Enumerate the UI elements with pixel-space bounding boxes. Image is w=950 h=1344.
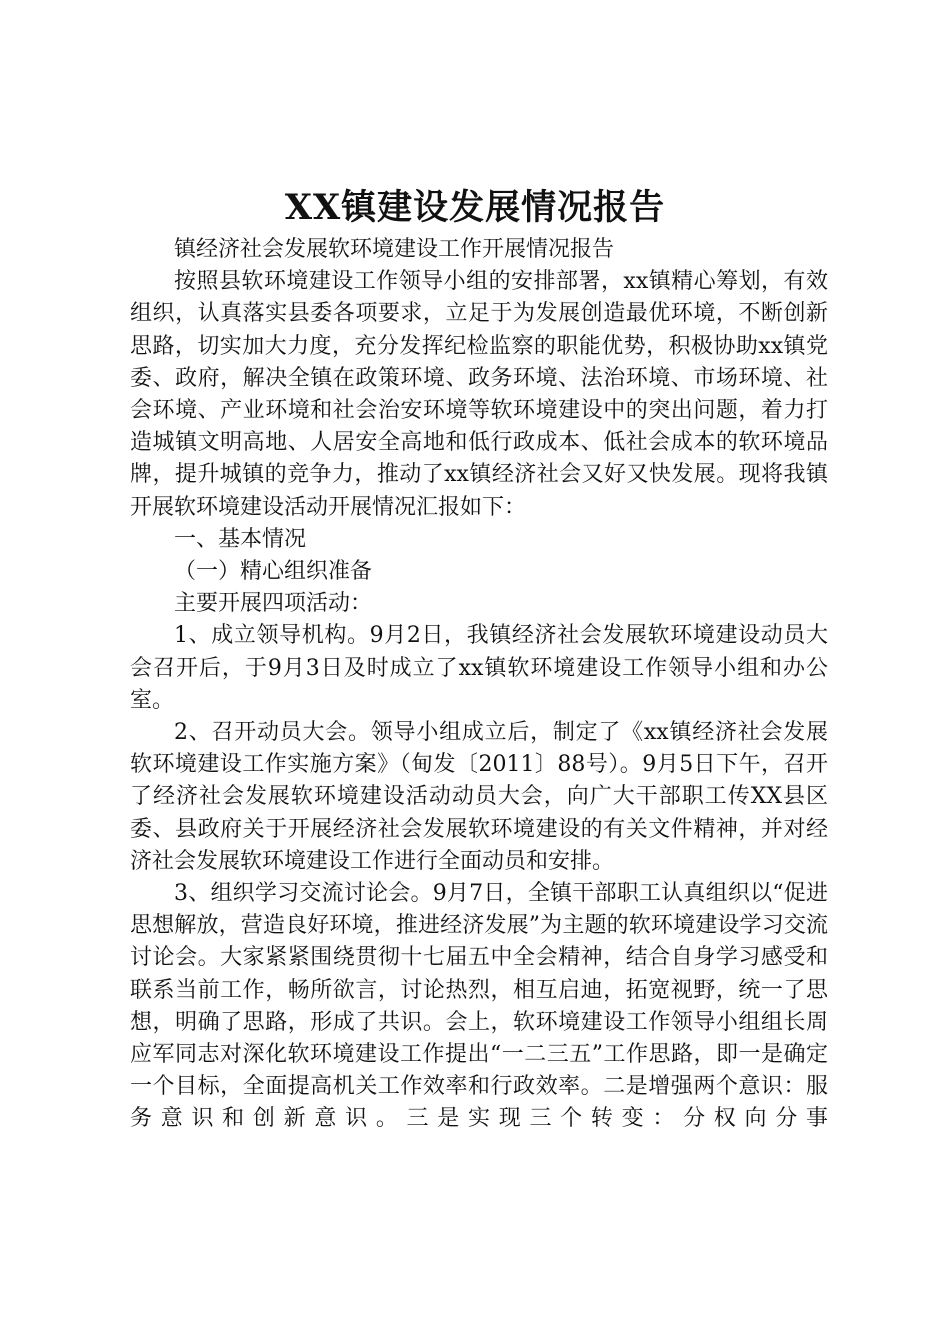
paragraph-intro: 按照县软环境建设工作领导小组的安排部署，xx镇精心筹划，有效组织，认真落实县委各项要求，立足于为发展创造最优环境，不断创新思路，切实加大力度，充分发挥纪检监察的职能优势，积极协助xx镇党委、政府，解决全镇在政策环境、政务环境、法治环境、市场环境、社会环境、产业环境和社会治安环境等软环境建设中的突出问题，着力打造城镇文明高地、人居安全高地和低行政成本、低社会成本的软环境品牌，提升城镇的竞争力，推动了xx镇经济社会又好又快发展。现将我镇开展软环境建设活动开展情况汇报如下： [130,269,828,520]
paragraph-four-activities: 主要开展四项活动： [174,591,373,617]
paragraph-item-1: 1、成立领导机构。9月2日，我镇经济社会发展软环境建设动员大会召开后，于9月3日及时成立了xx镇软环境建设工作领导小组和办公室。 [130,623,828,713]
paragraph-item-2: 2、召开动员大会。领导小组成立后，制定了《xx镇经济社会发展软环境建设工作实施方案》（甸发〔2011〕88号）。9月5日下午，召开了经济社会发展软环境建设活动动员大会，向广大干部职工传XX县区委、县政府关于开展经济社会发展软环境建设的有关文件精神，并对经济社会发展软环境建设工作进行全面动员和安排。 [130,720,828,874]
heading-basic-situation: 一、基本情况 [174,526,307,552]
paragraph-item-3: 3、组织学习交流讨论会。9月7日，全镇干部职工认真组织以“促进思想解放，营造良好环境，推进经济发展”为主题的软环境建设学习交流讨论会。大家紧紧围绕贯彻十七届五中全会精神，结合自身学习感受和联系当前工作，畅所欲言，讨论热烈，相互启迪，拓宽视野，统一了思想，明确了思路，形成了共识。会上，软环境建设工作领导小组组长周应军同志对深化软环境建设工作提出“一二三五”工作思路，即一是确定一个目标，全面提高机关工作效率和行政效率。二是增强两个意识：服务意识和创新意识。三是实现三个转变：分权向分事 [130,881,828,1132]
subheading-organization: （一）精心组织准备 [174,559,373,585]
paragraph-subtitle: 镇经济社会发展软环境建设工作开展情况报告 [174,237,615,262]
document-title: XX镇建设发展情况报告 [284,187,666,228]
document-body [130,234,828,1136]
